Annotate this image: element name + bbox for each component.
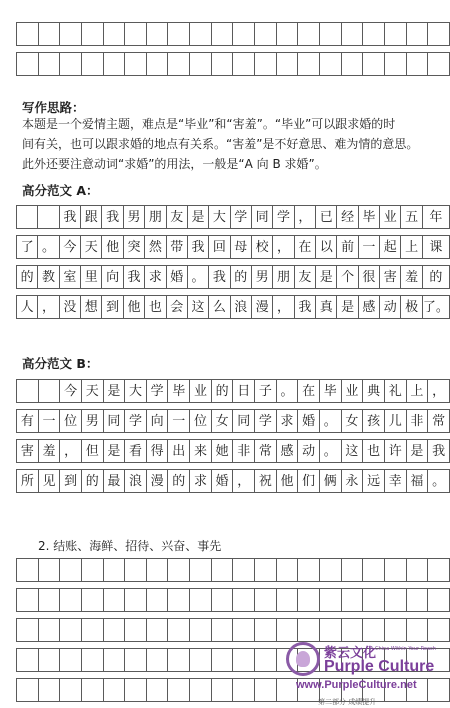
answer-grid-top [16,22,450,76]
grid-cell: 人 [17,296,38,319]
grid-cell: 看 [125,440,147,463]
grid-cell: 他 [276,470,298,493]
grid-cell: 里 [81,266,102,289]
grid-cell: 我 [294,296,315,319]
grid-cell: 女 [211,410,233,433]
grid-cell [298,589,320,612]
grid-cell: 友 [294,266,315,289]
grid-cell: 。 [319,410,341,433]
grid-cell [103,559,125,582]
grid-cell [60,619,82,642]
grid-cell: 们 [298,470,320,493]
grid-cell: 非 [406,410,428,433]
grid-row [17,589,450,612]
grid-cell: 课 [422,236,449,259]
grid-cell [319,559,341,582]
grid-cell: 最 [103,470,125,493]
grid-cell [38,380,60,403]
grid-cell: 想 [81,296,102,319]
grid-cell: 。 [319,440,341,463]
page-footer: 第二部分 成绩提升 [318,698,377,706]
grid-cell [60,679,82,702]
grid-row [17,380,450,403]
grid-cell: ， [273,236,294,259]
grid-cell [341,619,363,642]
grid-cell [233,619,255,642]
watermark-en-name: Purple Culture [324,658,435,675]
grid-cell [168,619,190,642]
grid-cell: 天 [81,380,103,403]
grid-cell [406,619,428,642]
grid-cell: 业 [380,206,401,229]
grid-cell [38,649,60,672]
grid-cell: 跟 [81,206,102,229]
grid-cell: 一 [168,410,190,433]
grid-cell: 今 [59,236,80,259]
grid-row [17,440,450,463]
grid-cell: 突 [123,236,144,259]
grid-cell: 同 [103,410,125,433]
grid-cell [125,649,147,672]
grid-cell: 然 [145,236,166,259]
grid-cell: 来 [190,440,212,463]
grid-cell [146,589,168,612]
grid-cell: 远 [363,470,385,493]
grid-cell [363,559,385,582]
sample-a-heading: 高分范文 A： [22,183,99,198]
grid-cell: 的 [230,266,251,289]
grid-cell: 上 [406,380,428,403]
grid-cell [146,619,168,642]
grid-cell: 同 [251,206,272,229]
grid-row [17,296,450,319]
grid-cell: 男 [81,410,103,433]
grid-cell: 会 [166,296,187,319]
sample-a-grid [16,205,450,319]
grid-cell: 是 [316,266,337,289]
grid-cell: 许 [384,440,406,463]
grid-cell: 孩 [363,410,385,433]
grid-cell: 已 [316,206,337,229]
grid-cell: ， [294,206,315,229]
grid-cell: 求 [145,266,166,289]
publisher-watermark [286,642,436,694]
grid-cell: 向 [102,266,123,289]
grid-cell [255,559,277,582]
grid-cell: 。 [428,470,450,493]
grid-cell: 位 [60,410,82,433]
grid-cell: 五 [401,206,422,229]
grid-cell [38,589,60,612]
grid-row [17,266,450,289]
grid-cell: 动 [380,296,401,319]
grid-cell: 朋 [273,266,294,289]
task-2-prompt: 2. 结账、海鲜、招待、兴奋、事先 [38,539,222,553]
grid-cell: 到 [60,470,82,493]
grid-cell [255,649,277,672]
grid-cell: 她 [211,440,233,463]
grid-cell: 毕 [168,380,190,403]
grid-cell: 年 [422,206,449,229]
writing-guide-line: 此外还要注意动词“求婚”的用法，一般是“A 向 B 求婚”。 [22,157,327,171]
grid-cell: 大 [125,380,147,403]
grid-cell [38,679,60,702]
grid-cell [146,679,168,702]
watermark-tagline: A China Within Your Reach [370,646,436,652]
grid-cell: 但 [81,440,103,463]
grid-cell: 祝 [255,470,277,493]
grid-cell: 求 [190,470,212,493]
grid-cell: ， [60,440,82,463]
watermark-url: www.PurpleCulture.net [296,679,417,691]
grid-cell: 是 [103,380,125,403]
writing-guide-text [22,114,432,174]
grid-cell: 非 [233,440,255,463]
grid-cell [319,589,341,612]
grid-cell [17,380,39,403]
grid-cell: 个 [337,266,358,289]
grid-cell [60,649,82,672]
grid-cell: 我 [187,236,208,259]
grid-cell: 经 [337,206,358,229]
grid-cell: 今 [60,380,82,403]
grid-cell [190,559,212,582]
grid-cell [211,679,233,702]
grid-cell [81,649,103,672]
grid-cell [168,649,190,672]
grid-cell [190,649,212,672]
grid-cell: 感 [358,296,379,319]
grid-cell: 学 [255,410,277,433]
grid-cell [125,679,147,702]
grid-cell [17,619,39,642]
grid-cell [384,559,406,582]
grid-cell [211,559,233,582]
grid-cell: 极 [401,296,422,319]
grid-cell: 位 [190,410,212,433]
grid-cell: 真 [316,296,337,319]
grid-cell: 出 [168,440,190,463]
grid-cell: ， [428,380,450,403]
sample-b-grid [16,379,450,493]
grid-row [17,23,450,46]
grid-cell: 也 [145,296,166,319]
grid-cell: 婚 [298,410,320,433]
grid-cell: 教 [38,266,59,289]
grid-cell: 学 [230,206,251,229]
grid-cell: 的 [81,470,103,493]
grid-cell: 这 [187,296,208,319]
grid-cell: 感 [276,440,298,463]
grid-cell [276,589,298,612]
grid-cell [276,619,298,642]
grid-cell: 回 [209,236,230,259]
grid-cell: 他 [123,296,144,319]
grid-cell: 婚 [166,266,187,289]
grid-cell: 我 [102,206,123,229]
grid-cell: 没 [59,296,80,319]
grid-cell: 是 [337,296,358,319]
grid-cell: 典 [363,380,385,403]
grid-cell: 常 [255,440,277,463]
grid-cell [211,649,233,672]
grid-cell: 在 [294,236,315,259]
grid-cell: ， [38,296,59,319]
grid-cell: 是 [406,440,428,463]
grid-cell: 羞 [401,266,422,289]
grid-cell [81,679,103,702]
grid-cell: 学 [146,380,168,403]
grid-cell: 常 [428,410,450,433]
grid-cell [255,589,277,612]
grid-cell [233,679,255,702]
grid-cell [428,559,450,582]
grid-cell: 羞 [38,440,60,463]
grid-cell: 这 [341,440,363,463]
sample-b-heading: 高分范文 B： [22,356,99,371]
grid-cell [38,206,59,229]
grid-cell: 福 [406,470,428,493]
grid-cell: 了 [17,236,38,259]
grid-cell: 女 [341,410,363,433]
writing-guide-line: 本题是一个爱情主题，难点是“毕业”和“害羞”。“毕业”可以跟求婚的时 [22,117,396,131]
grid-cell: 有 [17,410,39,433]
grid-cell: 是 [103,440,125,463]
grid-cell [233,649,255,672]
grid-cell [60,589,82,612]
grid-cell [341,589,363,612]
grid-cell: 毕 [319,380,341,403]
grid-cell: 幸 [384,470,406,493]
grid-cell: 男 [251,266,272,289]
grid-cell: 朋 [145,206,166,229]
grid-cell [190,619,212,642]
grid-row [17,559,450,582]
grid-row [17,236,450,259]
grid-cell: 前 [337,236,358,259]
grid-cell: 的 [168,470,190,493]
grid-cell: 俩 [319,470,341,493]
grid-cell [125,589,147,612]
grid-cell: 同 [233,410,255,433]
grid-cell [17,649,39,672]
grid-cell: 校 [251,236,272,259]
grid-cell: 一 [38,410,60,433]
grid-cell: 是 [187,206,208,229]
grid-cell: 礼 [384,380,406,403]
watermark-cn-name: 紫云文化 [324,646,377,661]
grid-cell [17,206,38,229]
grid-cell: 婚 [211,470,233,493]
grid-cell: 得 [146,440,168,463]
grid-cell: 。 [187,266,208,289]
grid-cell: 天 [81,236,102,259]
grid-cell: 带 [166,236,187,259]
grid-cell: 么 [209,296,230,319]
grid-cell: 上 [401,236,422,259]
grid-cell [17,679,39,702]
grid-cell [17,589,39,612]
grid-cell: 室 [59,266,80,289]
purple-culture-logo-icon [286,642,320,676]
grid-cell: 在 [298,380,320,403]
grid-cell [384,589,406,612]
grid-cell [428,619,450,642]
grid-cell: 我 [209,266,230,289]
grid-cell: 很 [358,266,379,289]
grid-cell: ， [233,470,255,493]
grid-cell [81,559,103,582]
grid-cell: 男 [123,206,144,229]
grid-cell: 业 [190,380,212,403]
grid-cell: 学 [125,410,147,433]
grid-cell: 业 [341,380,363,403]
grid-cell: 了。 [422,296,449,319]
grid-cell [125,559,147,582]
grid-cell: 学 [273,206,294,229]
grid-cell: 害 [380,266,401,289]
grid-cell [190,589,212,612]
grid-cell [168,589,190,612]
grid-cell: 一 [358,236,379,259]
grid-row [17,206,450,229]
grid-cell: 以 [316,236,337,259]
grid-cell: 子 [255,380,277,403]
grid-cell [428,589,450,612]
grid-cell: 大 [209,206,230,229]
grid-cell [255,679,277,702]
grid-cell [341,559,363,582]
grid-row [17,53,450,76]
grid-cell [211,619,233,642]
grid-cell: 儿 [384,410,406,433]
grid-cell: ， [273,296,294,319]
grid-cell [60,559,82,582]
grid-row [17,410,450,433]
grid-cell [103,649,125,672]
grid-cell [233,559,255,582]
grid-cell [146,559,168,582]
grid-cell: 的 [422,266,449,289]
grid-cell: 。 [276,380,298,403]
grid-cell: 漫 [146,470,168,493]
grid-row [17,470,450,493]
grid-cell [17,559,39,582]
grid-cell: 友 [166,206,187,229]
grid-cell: 的 [17,266,38,289]
grid-cell [276,559,298,582]
grid-cell [406,589,428,612]
grid-cell [233,589,255,612]
grid-cell: 毕 [358,206,379,229]
grid-cell [168,679,190,702]
grid-cell: 。 [38,236,59,259]
grid-cell: 求 [276,410,298,433]
grid-cell: 我 [123,266,144,289]
grid-cell [363,589,385,612]
grid-cell [103,619,125,642]
grid-cell: 我 [428,440,450,463]
grid-cell: 我 [59,206,80,229]
grid-cell [81,589,103,612]
grid-cell: 浪 [125,470,147,493]
grid-cell [190,679,212,702]
grid-cell [363,619,385,642]
grid-cell: 他 [102,236,123,259]
grid-cell [146,649,168,672]
grid-cell: 所 [17,470,39,493]
grid-cell: 永 [341,470,363,493]
grid-cell: 动 [298,440,320,463]
grid-cell [255,619,277,642]
grid-cell: 也 [363,440,385,463]
grid-cell: 害 [17,440,39,463]
grid-cell: 母 [230,236,251,259]
grid-cell [298,619,320,642]
grid-cell: 向 [146,410,168,433]
grid-cell [38,619,60,642]
grid-cell [81,619,103,642]
grid-cell: 漫 [251,296,272,319]
grid-cell [319,619,341,642]
grid-cell [384,619,406,642]
writing-guide-line: 间有关，也可以跟求婚的地点有关系。“害羞”是不好意思、难为情的意思。 [22,137,419,151]
grid-cell: 浪 [230,296,251,319]
grid-cell: 见 [38,470,60,493]
grid-cell [211,589,233,612]
writing-guide-heading: 写作思路： [22,100,85,115]
grid-cell [406,559,428,582]
grid-cell [125,619,147,642]
grid-cell: 日 [233,380,255,403]
grid-row [17,619,450,642]
grid-cell: 起 [380,236,401,259]
grid-cell [298,559,320,582]
grid-cell: 到 [102,296,123,319]
grid-cell [168,559,190,582]
grid-cell [38,559,60,582]
grid-cell: 的 [211,380,233,403]
grid-cell [103,589,125,612]
grid-cell [103,679,125,702]
